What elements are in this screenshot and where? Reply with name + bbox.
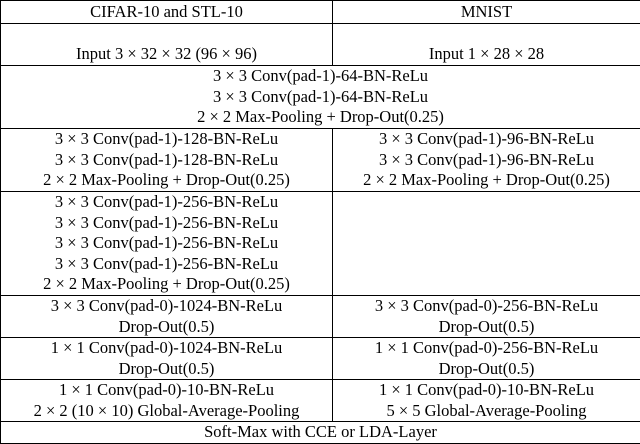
block5-right-layer-1: 1 × 1 Conv(pad-0)-256-BN-ReLu [333, 338, 640, 359]
block6-left-layer-2: 2 × 2 (10 × 10) Global-Average-Pooling [1, 401, 332, 422]
block3-right-empty [333, 192, 640, 296]
block2-left [1, 129, 333, 192]
block2-right-layer-2: 3 × 3 Conv(pad-1)-96-BN-ReLu [333, 150, 640, 171]
input-cifar-stl [1, 24, 333, 66]
input-row [1, 24, 640, 66]
block5-left-layer-1: 1 × 1 Conv(pad-0)-1024-BN-ReLu [1, 338, 332, 359]
block6-left-layer-1: 1 × 1 Conv(pad-0)-10-BN-ReLu [1, 380, 332, 401]
block4-row [1, 296, 640, 338]
block3-left-layer-4: 3 × 3 Conv(pad-1)-256-BN-ReLu [1, 254, 332, 275]
common-layer-3: 2 × 2 Max-Pooling + Drop-Out(0.25) [1, 107, 640, 128]
block6-right-layer-1: 1 × 1 Conv(pad-0)-10-BN-ReLu [333, 380, 640, 401]
common-block-row [1, 66, 640, 129]
final-row [1, 422, 640, 444]
block3-left-layer-3: 3 × 3 Conv(pad-1)-256-BN-ReLu [1, 233, 332, 254]
block5-right [333, 338, 640, 380]
input-left-spacer [1, 24, 332, 44]
block3-left-layer-2: 3 × 3 Conv(pad-1)-256-BN-ReLu [1, 213, 332, 234]
block6-right [333, 380, 640, 422]
block6-right-layer-2: 5 × 5 Global-Average-Pooling [333, 401, 640, 422]
block5-left-layer-2: Drop-Out(0.5) [1, 359, 332, 380]
block2-right-layer-3: 2 × 2 Max-Pooling + Drop-Out(0.25) [333, 170, 640, 191]
block2-right-layer-1: 3 × 3 Conv(pad-1)-96-BN-ReLu [333, 129, 640, 150]
block3-row [1, 192, 640, 296]
block2-left-layer-3: 2 × 2 Max-Pooling + Drop-Out(0.25) [1, 170, 332, 191]
common-block [1, 66, 640, 129]
block5-left [1, 338, 333, 380]
block6-row [1, 380, 640, 422]
block4-right-layer-2: Drop-Out(0.5) [333, 317, 640, 338]
block2-right [333, 129, 640, 192]
block4-right-layer-1: 3 × 3 Conv(pad-0)-256-BN-ReLu [333, 296, 640, 317]
block5-row [1, 338, 640, 380]
header-mnist [333, 1, 640, 24]
block3-left-layer-5: 2 × 2 Max-Pooling + Drop-Out(0.25) [1, 274, 332, 295]
input-mnist [333, 24, 640, 66]
block4-left [1, 296, 333, 338]
header-left-text: CIFAR-10 and STL-10 [1, 1, 332, 22]
block3-left-layer-1: 3 × 3 Conv(pad-1)-256-BN-ReLu [1, 192, 332, 213]
common-layer-1: 3 × 3 Conv(pad-1)-64-BN-ReLu [1, 66, 640, 87]
block4-right [333, 296, 640, 338]
block4-left-layer-2: Drop-Out(0.5) [1, 317, 332, 338]
final-layer-text: Soft-Max with CCE or LDA-Layer [1, 422, 640, 442]
block6-left [1, 380, 333, 422]
block5-right-layer-2: Drop-Out(0.5) [333, 359, 640, 380]
input-right-text: Input 1 × 28 × 28 [333, 44, 640, 65]
common-layer-2: 3 × 3 Conv(pad-1)-64-BN-ReLu [1, 87, 640, 108]
block2-row [1, 129, 640, 192]
header-row [1, 1, 640, 24]
block4-left-layer-1: 3 × 3 Conv(pad-0)-1024-BN-ReLu [1, 296, 332, 317]
input-left-text: Input 3 × 32 × 32 (96 × 96) [1, 44, 332, 65]
input-right-spacer [333, 24, 640, 44]
block2-left-layer-1: 3 × 3 Conv(pad-1)-128-BN-ReLu [1, 129, 332, 150]
header-right-text: MNIST [333, 1, 640, 22]
final-layer [1, 422, 640, 444]
header-cifar-stl [1, 1, 333, 24]
block3-left [1, 192, 333, 296]
block2-left-layer-2: 3 × 3 Conv(pad-1)-128-BN-ReLu [1, 150, 332, 171]
